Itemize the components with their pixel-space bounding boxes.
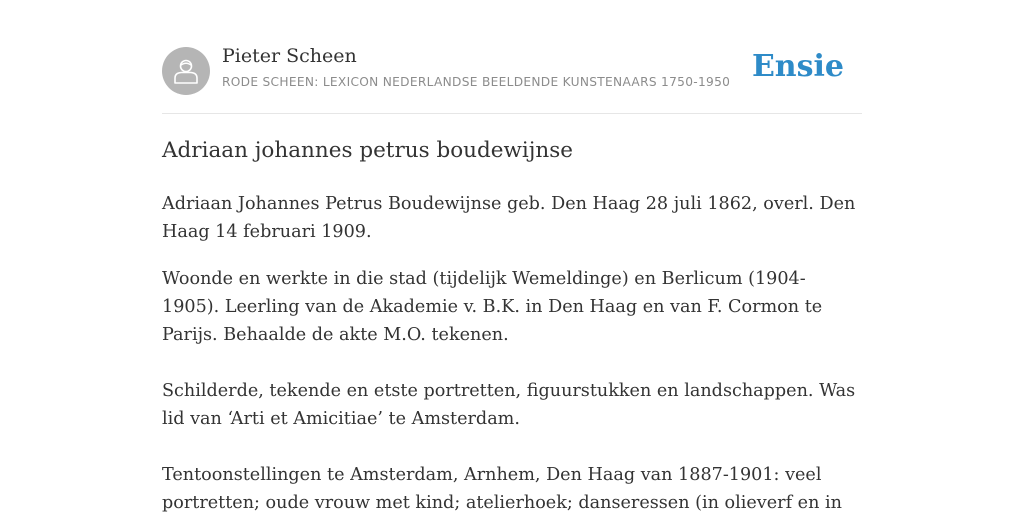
article-header bbox=[162, 0, 862, 114]
paragraph-work: Schilderde, tekende en etste portretten, figuurstukken en landschappen. Was lid van ‘Arti et Amicitiae’ te Amsterdam. bbox=[162, 381, 856, 429]
article-title: Adriaan johannes petrus boudewijnse bbox=[162, 138, 574, 163]
user-icon bbox=[173, 57, 199, 85]
author-avatar[interactable] bbox=[162, 47, 210, 95]
content-container bbox=[162, 0, 862, 512]
author-name[interactable]: Pieter Scheen bbox=[222, 45, 357, 67]
paragraph-residence: Woonde en werkte in die stad (tijdelijk Wemeldinge) en Berlicum (1904-1905). Leerling van de Akademie v. B.K. in Den Haag en van F. Cormon te Parijs. Behaalde de akte M.O. tekenen. bbox=[162, 269, 823, 345]
paragraph-birth: Adriaan Johannes Petrus Boudewijnse geb. Den Haag 28 juli 1862, overl. Den Haag 14 februari 1909. bbox=[162, 194, 856, 242]
source-title[interactable]: RODE SCHEEN: LEXICON NEDERLANDSE BEELDENDE KUNSTENAARS 1750-1950 bbox=[222, 75, 731, 89]
ensie-logo[interactable]: Ensie bbox=[751, 49, 844, 84]
article-body bbox=[162, 190, 862, 512]
paragraph-exhibitions: Tentoonstellingen te Amsterdam, Arnhem, Den Haag van 1887-1901: veel portretten; oude vrouw met kind; atelierhoek; danseressen (in olieverf en in bbox=[162, 465, 842, 512]
